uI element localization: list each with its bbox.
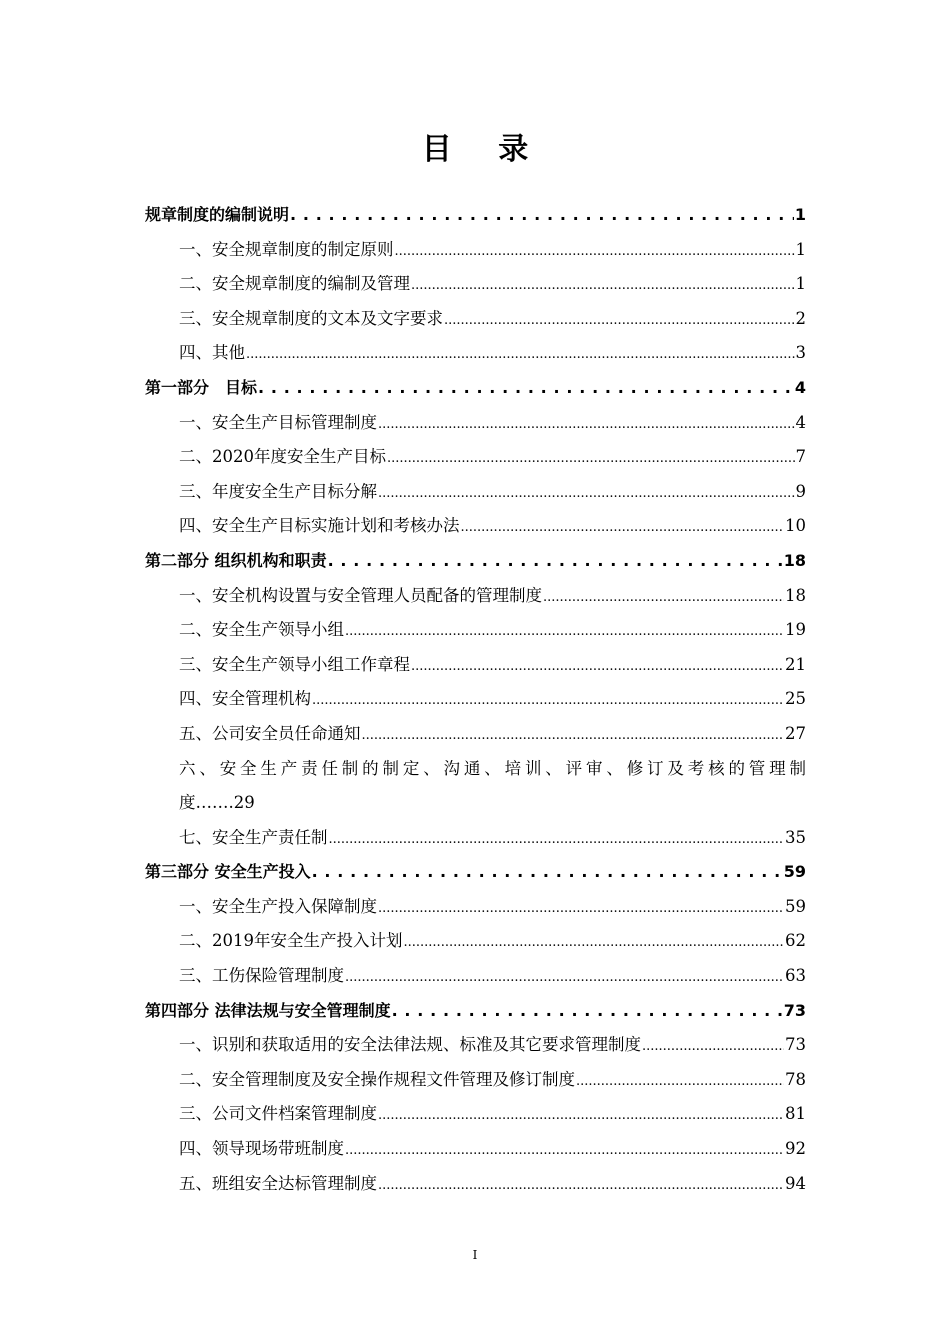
toc-page-number: 19 bbox=[785, 620, 806, 640]
toc-page-number: 2 bbox=[795, 308, 806, 328]
toc-entry[interactable] bbox=[145, 1097, 806, 1132]
toc-section[interactable] bbox=[145, 544, 806, 579]
toc-page-number: 35 bbox=[785, 827, 806, 847]
toc-entry[interactable] bbox=[145, 924, 806, 959]
toc-entry[interactable] bbox=[145, 1132, 806, 1167]
toc-entry[interactable] bbox=[145, 717, 806, 752]
dot-leader bbox=[290, 198, 794, 233]
toc-page-number: 10 bbox=[785, 516, 806, 536]
toc-entry-label: 一、安全生产目标管理制度 bbox=[179, 412, 377, 432]
toc-page-number: 27 bbox=[785, 723, 806, 743]
toc-page-number: 73 bbox=[783, 1000, 806, 1020]
toc-page-number: 73 bbox=[785, 1035, 806, 1055]
toc-page-number: 4 bbox=[794, 377, 806, 397]
toc-entry[interactable] bbox=[145, 1028, 806, 1063]
toc-page-number: 92 bbox=[785, 1139, 806, 1159]
toc-page-number: 21 bbox=[785, 654, 806, 674]
toc-page-number: 9 bbox=[795, 481, 806, 501]
toc-entry[interactable] bbox=[145, 613, 806, 648]
dot-leader bbox=[543, 579, 784, 614]
dot-leader bbox=[378, 890, 784, 925]
toc-entry-label: 一、安全规章制度的制定原则 bbox=[179, 239, 394, 259]
toc-entry-label: 二、2019年安全生产投入计划 bbox=[179, 931, 403, 951]
toc-entry-label: 三、安全规章制度的文本及文字要求 bbox=[179, 308, 443, 328]
dot-leader bbox=[576, 1063, 784, 1098]
toc-entry-label: 一、安全机构设置与安全管理人员配备的管理制度 bbox=[179, 585, 542, 605]
toc-section[interactable] bbox=[145, 855, 806, 890]
dot-leader bbox=[411, 648, 784, 683]
page-title: 目 录 bbox=[421, 132, 547, 167]
toc-entry-label: 七、安全生产责任制 bbox=[179, 827, 328, 847]
toc-entry-label: 二、安全生产领导小组 bbox=[179, 620, 344, 640]
toc-page-number: 94 bbox=[785, 1173, 806, 1193]
toc-entry-label: 第三部分 安全生产投入 bbox=[145, 862, 311, 882]
toc-entry[interactable] bbox=[145, 959, 806, 994]
toc-entry-label: 四、领导现场带班制度 bbox=[179, 1139, 344, 1159]
toc-entry[interactable] bbox=[145, 302, 806, 337]
toc-entry-label: 六、安全生产责任制的制定、沟通、培训、评审、修订及考核的管理制 bbox=[179, 758, 806, 778]
toc-entry[interactable] bbox=[145, 406, 806, 441]
toc-entry[interactable] bbox=[145, 509, 806, 544]
toc-page-number: 81 bbox=[785, 1104, 806, 1124]
toc-entry-label: 三、工伤保险管理制度 bbox=[179, 966, 344, 986]
dot-leader bbox=[387, 440, 795, 475]
dot-leader bbox=[345, 1132, 784, 1167]
toc-page-number: 18 bbox=[783, 550, 806, 570]
toc-entry[interactable] bbox=[145, 475, 806, 510]
dot-leader bbox=[378, 406, 795, 441]
toc-page-number: 1 bbox=[794, 205, 806, 224]
toc-entry[interactable] bbox=[145, 336, 806, 371]
toc-entry-label: 三、安全生产领导小组工作章程 bbox=[179, 654, 410, 674]
toc-entry-label: 第一部分 目标 bbox=[145, 377, 258, 397]
toc-page-number: 7 bbox=[795, 447, 806, 467]
dot-leader bbox=[444, 302, 795, 337]
toc-entry-label: 四、安全生产目标实施计划和考核办法 bbox=[179, 516, 460, 536]
dot-leader bbox=[246, 336, 795, 371]
toc-page-number: 1 bbox=[795, 239, 806, 259]
toc-page-number: 3 bbox=[795, 343, 806, 363]
toc-entry[interactable] bbox=[145, 440, 806, 475]
dot-leader bbox=[258, 371, 794, 406]
dot-leader bbox=[329, 821, 785, 856]
toc-page-number: 78 bbox=[785, 1069, 806, 1089]
toc-entry-label: 三、年度安全生产目标分解 bbox=[179, 481, 377, 501]
toc-section[interactable] bbox=[145, 994, 806, 1029]
dot-leader bbox=[404, 924, 785, 959]
toc-page-number: 18 bbox=[785, 585, 806, 605]
toc-entry[interactable] bbox=[145, 648, 806, 683]
toc-page-number: 4 bbox=[795, 412, 806, 432]
page-number: I bbox=[472, 1248, 478, 1262]
toc-entry[interactable] bbox=[145, 890, 806, 925]
toc-entry[interactable] bbox=[145, 821, 806, 856]
toc-entry-label-continued: 度…….29 bbox=[179, 793, 255, 813]
toc-entry-label: 一、识别和获取适用的安全法律法规、标准及其它要求管理制度 bbox=[179, 1035, 641, 1055]
toc-page-number: 62 bbox=[785, 931, 806, 951]
toc-entry[interactable] bbox=[145, 752, 806, 821]
toc-entry-label: 二、2020年度安全生产目标 bbox=[179, 447, 386, 467]
toc-page-number: 59 bbox=[783, 862, 806, 882]
toc-entry-label: 第二部分 组织机构和职责 bbox=[145, 550, 327, 570]
toc-page-number: 1 bbox=[795, 274, 806, 294]
toc-entry-label: 一、安全生产投入保障制度 bbox=[179, 896, 377, 916]
toc-section[interactable] bbox=[145, 371, 806, 406]
toc-page-number: 25 bbox=[785, 689, 806, 709]
toc-page-number: 63 bbox=[785, 966, 806, 986]
toc-entry-label: 五、公司安全员任命通知 bbox=[179, 723, 361, 743]
toc-entry-label: 五、班组安全达标管理制度 bbox=[179, 1173, 377, 1193]
dot-leader bbox=[392, 994, 783, 1029]
dot-leader bbox=[461, 509, 785, 544]
toc-entry-label: 规章制度的编制说明 bbox=[145, 205, 290, 224]
dot-leader bbox=[345, 613, 784, 648]
toc-page-number: 59 bbox=[785, 896, 806, 916]
toc-entry[interactable] bbox=[145, 1167, 806, 1202]
toc-entry-label: 二、安全规章制度的编制及管理 bbox=[179, 274, 410, 294]
toc-entry[interactable] bbox=[145, 579, 806, 614]
dot-leader bbox=[378, 1097, 784, 1132]
toc-entry-label: 三、公司文件档案管理制度 bbox=[179, 1104, 377, 1124]
dot-leader bbox=[395, 233, 795, 268]
toc-entry[interactable] bbox=[145, 267, 806, 302]
toc-entry-label: 四、安全管理机构 bbox=[179, 689, 311, 709]
dot-leader bbox=[378, 475, 795, 510]
toc-entry[interactable] bbox=[145, 682, 806, 717]
dot-leader bbox=[345, 959, 784, 994]
dot-leader bbox=[362, 717, 785, 752]
toc-entry-label: 四、其他 bbox=[179, 343, 245, 363]
toc-entry[interactable] bbox=[145, 1063, 806, 1098]
dot-leader bbox=[312, 682, 784, 717]
dot-leader bbox=[411, 267, 795, 302]
dot-leader bbox=[642, 1028, 784, 1063]
toc-entry-label: 第四部分 法律法规与安全管理制度 bbox=[145, 1000, 391, 1020]
dot-leader bbox=[312, 855, 783, 890]
dot-leader bbox=[378, 1167, 784, 1202]
toc-entry[interactable] bbox=[145, 233, 806, 268]
dot-leader bbox=[328, 544, 783, 579]
toc-entry-label: 二、安全管理制度及安全操作规程文件管理及修订制度 bbox=[179, 1069, 575, 1089]
toc-section[interactable] bbox=[145, 198, 806, 233]
table-of-contents bbox=[145, 198, 806, 1201]
